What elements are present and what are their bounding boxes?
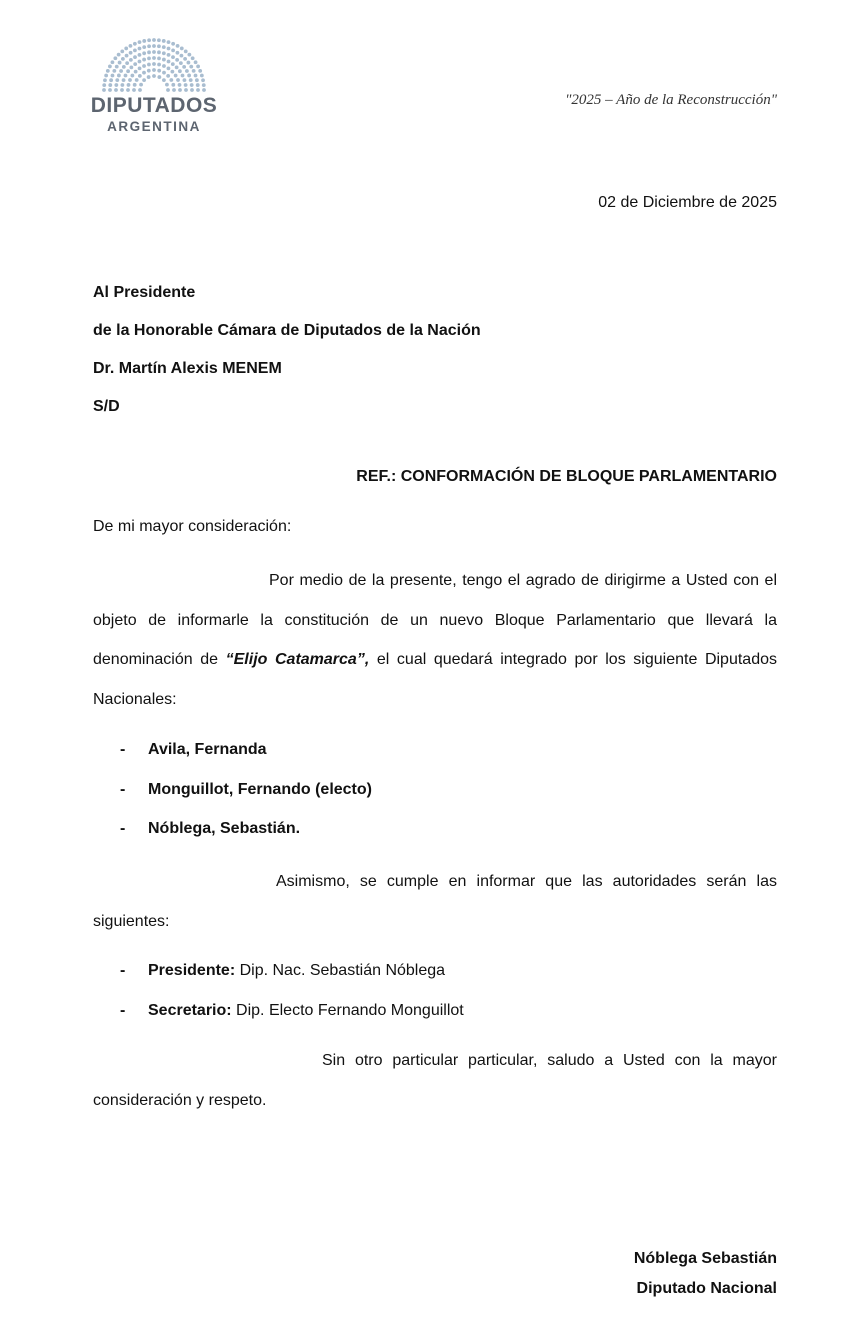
emblem-dot xyxy=(108,88,112,92)
emblem-dot xyxy=(179,61,183,65)
addressee-line-1: Al Presidente xyxy=(93,284,196,301)
logo-title: DIPUTADOS xyxy=(90,94,218,117)
emblem-dot xyxy=(187,61,191,65)
emblem-dot xyxy=(142,45,146,49)
emblem-dot xyxy=(142,58,146,62)
emblem-dot xyxy=(172,88,176,92)
emblem-dot xyxy=(104,74,108,78)
emblem-dot xyxy=(182,65,186,69)
letter-date: 02 de Diciembre de 2025 xyxy=(598,194,777,211)
list-item xyxy=(120,770,372,810)
emblem-dot xyxy=(171,62,175,66)
emblem-dot xyxy=(134,70,138,74)
emblem-dot xyxy=(187,74,191,78)
emblem-dot xyxy=(162,64,166,68)
authority-role: Presidente: xyxy=(148,962,236,979)
emblem-dot xyxy=(102,83,106,87)
emblem-dot xyxy=(152,68,156,72)
emblem-dot xyxy=(142,39,146,43)
emblem-dot xyxy=(147,56,151,60)
emblem-dot xyxy=(127,83,131,87)
emblem-dot xyxy=(175,58,179,62)
emblem-dot xyxy=(176,51,180,55)
emblem-dot xyxy=(167,66,171,70)
emblem-dot xyxy=(189,65,193,69)
emblem-dot xyxy=(194,74,198,78)
emblem-dot xyxy=(178,83,182,87)
emblem-dot xyxy=(119,69,123,73)
addressee-line-4: S/D xyxy=(93,398,120,415)
emblem-dot xyxy=(133,62,137,66)
paragraph-1-text-b: el cual quedará integrado por los siguiente Diputados Nacionales: xyxy=(93,651,777,708)
authority-name: Dip. Nac. Sebastián Nóblega xyxy=(235,962,446,979)
emblem-dot xyxy=(142,71,146,75)
emblem-dot xyxy=(117,53,121,57)
emblem-dot xyxy=(157,50,161,54)
authority-name: Dip. Electo Fernando Monguillot xyxy=(231,1001,464,1019)
emblem-dot xyxy=(180,54,184,58)
emblem-dot xyxy=(147,44,151,48)
emblem-dot xyxy=(142,51,146,55)
list-dash: - xyxy=(120,741,126,758)
member-name: Avila, Fernanda xyxy=(148,741,267,758)
emblem-dot xyxy=(124,74,128,78)
emblem-dot xyxy=(167,47,171,51)
emblem-dot xyxy=(195,78,199,82)
authorities-list xyxy=(120,951,464,1030)
emblem-dot xyxy=(115,78,119,82)
emblem-dot xyxy=(200,74,204,78)
emblem-dot xyxy=(175,65,179,69)
emblem-dot xyxy=(147,50,151,54)
emblem-dot xyxy=(129,65,133,69)
emblem-dot xyxy=(115,65,119,69)
emblem-dot xyxy=(187,53,191,57)
emblem-dot xyxy=(178,69,182,73)
emblem-dot xyxy=(157,75,161,79)
addressee-block xyxy=(93,274,481,426)
emblem-dot xyxy=(169,78,173,82)
emblem-dot xyxy=(202,83,206,87)
emblem-dot xyxy=(176,78,180,82)
emblem-dot xyxy=(152,62,156,66)
emblem-dot xyxy=(183,57,187,61)
emblem-dot xyxy=(184,83,188,87)
emblem-dot xyxy=(162,78,166,82)
emblem-dot xyxy=(157,69,161,73)
emblem-dot xyxy=(202,88,206,92)
emblem-dot xyxy=(111,74,115,78)
emblem-dot xyxy=(120,88,124,92)
emblem-dot xyxy=(157,63,161,67)
emblem-dot xyxy=(162,51,166,55)
member-name: Monguillot, Fernando (electo) xyxy=(148,780,372,798)
addressee-line-3: Dr. Martín Alexis MENEM xyxy=(93,360,282,377)
signature-block xyxy=(634,1244,777,1304)
emblem-dot xyxy=(157,38,161,42)
emblem-dot xyxy=(122,65,126,69)
emblem-dot xyxy=(194,60,198,64)
emblem-dot xyxy=(198,69,202,73)
signer-title: Diputado Nacional xyxy=(636,1280,777,1297)
emblem-dot xyxy=(190,88,194,92)
emblem-dot xyxy=(109,78,113,82)
emblem-dot xyxy=(121,57,125,61)
emblem-dot xyxy=(162,58,166,62)
paragraph-1 xyxy=(93,561,777,719)
paragraph-3: Sin otro particular particular, saludo a Usted con la mayor consideración y respeto. xyxy=(93,1052,777,1109)
emblem-dot xyxy=(167,60,171,64)
emblem-dot xyxy=(185,69,189,73)
emblem-dot xyxy=(138,88,142,92)
emblem-dot xyxy=(170,70,174,74)
signer-name: Nóblega Sebastián xyxy=(633,1250,777,1267)
emblem-dot xyxy=(128,78,132,82)
emblem-dot xyxy=(157,44,161,48)
emblem-dot xyxy=(171,55,175,59)
authority-role: Secretario: xyxy=(148,1001,232,1019)
emblem-dot xyxy=(184,49,188,53)
emblem-dot xyxy=(138,40,142,44)
list-item xyxy=(120,951,464,991)
emblem-dot xyxy=(111,60,115,64)
addressee-line-2: de la Honorable Cámara de Diputados de la Nación xyxy=(93,322,481,339)
emblem-dot xyxy=(152,50,156,54)
emblem-dot xyxy=(102,88,106,92)
emblem-dot xyxy=(118,61,122,65)
list-item xyxy=(120,991,464,1031)
emblem-dot xyxy=(120,83,124,87)
emblem-dot xyxy=(171,48,175,52)
emblem-dot xyxy=(106,69,110,73)
emblem-dot xyxy=(130,74,134,78)
paragraph-1-text-a: Por medio de la presente, tengo el agrado de dirigirme a Usted con el objeto de informarle la constitución de un nuevo Bloque Parlamentario que llevará la denominación de xyxy=(93,572,777,668)
emblem-dot xyxy=(147,63,151,67)
emblem-dot xyxy=(138,66,142,70)
member-name: Nóblega, Sebastián. xyxy=(148,820,301,837)
emblem-dot xyxy=(162,71,166,75)
emblem-dot xyxy=(139,83,143,87)
emblem-dot xyxy=(167,40,171,44)
emblem-dot xyxy=(122,78,126,82)
emblem-dot xyxy=(126,88,130,92)
emblem-dot xyxy=(142,64,146,68)
emblem-dot xyxy=(132,88,136,92)
list-dash: - xyxy=(120,780,126,798)
emblem-dot xyxy=(162,39,166,43)
emblem-dot xyxy=(113,56,117,60)
reference-line: REF.: CONFORMACIÓN DE BLOQUE PARLAMENTARIO xyxy=(356,468,777,485)
block-name: “Elijo Catamarca”, xyxy=(225,651,370,668)
emblem-dot xyxy=(147,38,151,42)
emblem-dot xyxy=(120,49,124,53)
emblem-dot xyxy=(147,75,151,79)
list-item xyxy=(120,730,372,770)
emblem-dot xyxy=(138,47,142,51)
list-dash: - xyxy=(120,962,126,979)
emblem-dot xyxy=(166,88,170,92)
emblem-dot xyxy=(114,83,118,87)
members-list xyxy=(120,730,372,849)
emblem-dot xyxy=(124,47,128,51)
emblem-dot xyxy=(147,69,151,73)
emblem-dot xyxy=(191,56,195,60)
emblem-dot xyxy=(103,78,107,82)
emblem-dot xyxy=(166,74,170,78)
emblem-dot xyxy=(162,45,166,49)
emblem-dot xyxy=(133,55,137,59)
emblem-dot xyxy=(152,74,156,78)
emblem-dot xyxy=(178,88,182,92)
emblem-dot xyxy=(192,69,196,73)
emblem-dot xyxy=(135,78,139,82)
emblem-dot xyxy=(152,56,156,60)
emblem-dot xyxy=(183,78,187,82)
emblem-dot xyxy=(176,44,180,48)
emblem-dot xyxy=(201,78,205,82)
emblem-dot xyxy=(184,88,188,92)
hemicycle-emblem-icon xyxy=(102,38,206,94)
emblem-dot xyxy=(181,74,185,78)
greeting: De mi mayor consideración: xyxy=(93,518,292,535)
emblem-dot xyxy=(189,78,193,82)
emblem-dot xyxy=(138,74,142,78)
emblem-dot xyxy=(171,42,175,46)
diputados-logo xyxy=(88,38,220,138)
emblem-dot xyxy=(126,69,130,73)
list-dash: - xyxy=(120,820,126,837)
emblem-dot xyxy=(171,83,175,87)
emblem-dot xyxy=(114,88,118,92)
emblem-dot xyxy=(152,38,156,42)
emblem-dot xyxy=(133,42,137,46)
logo-subtitle: ARGENTINA xyxy=(107,119,201,134)
emblem-dot xyxy=(196,65,200,69)
emblem-dot xyxy=(108,83,112,87)
emblem-dot xyxy=(129,44,133,48)
paragraph-2: Asimismo, se cumple en informar que las autoridades serán las siguientes: xyxy=(93,873,777,930)
emblem-dot xyxy=(167,53,171,57)
emblem-dot xyxy=(108,65,112,69)
emblem-dot xyxy=(138,60,142,64)
emblem-dot xyxy=(117,74,121,78)
emblem-dot xyxy=(125,61,129,65)
emblem-dot xyxy=(112,69,116,73)
emblem-dot xyxy=(157,56,161,60)
emblem-dot xyxy=(129,58,133,62)
emblem-dot xyxy=(138,53,142,57)
emblem-dot xyxy=(152,44,156,48)
emblem-dot xyxy=(125,54,129,58)
list-item xyxy=(120,809,372,849)
emblem-dot xyxy=(196,83,200,87)
year-motto: "2025 – Año de la Reconstrucción" xyxy=(565,92,777,108)
emblem-dot xyxy=(196,88,200,92)
emblem-dot xyxy=(129,51,133,55)
emblem-dot xyxy=(180,47,184,51)
list-dash: - xyxy=(120,1001,126,1019)
emblem-dot xyxy=(142,78,146,82)
emblem-dot xyxy=(133,83,137,87)
emblem-dot xyxy=(165,83,169,87)
emblem-dot xyxy=(190,83,194,87)
emblem-dot xyxy=(174,74,178,78)
emblem-dot xyxy=(133,48,137,52)
